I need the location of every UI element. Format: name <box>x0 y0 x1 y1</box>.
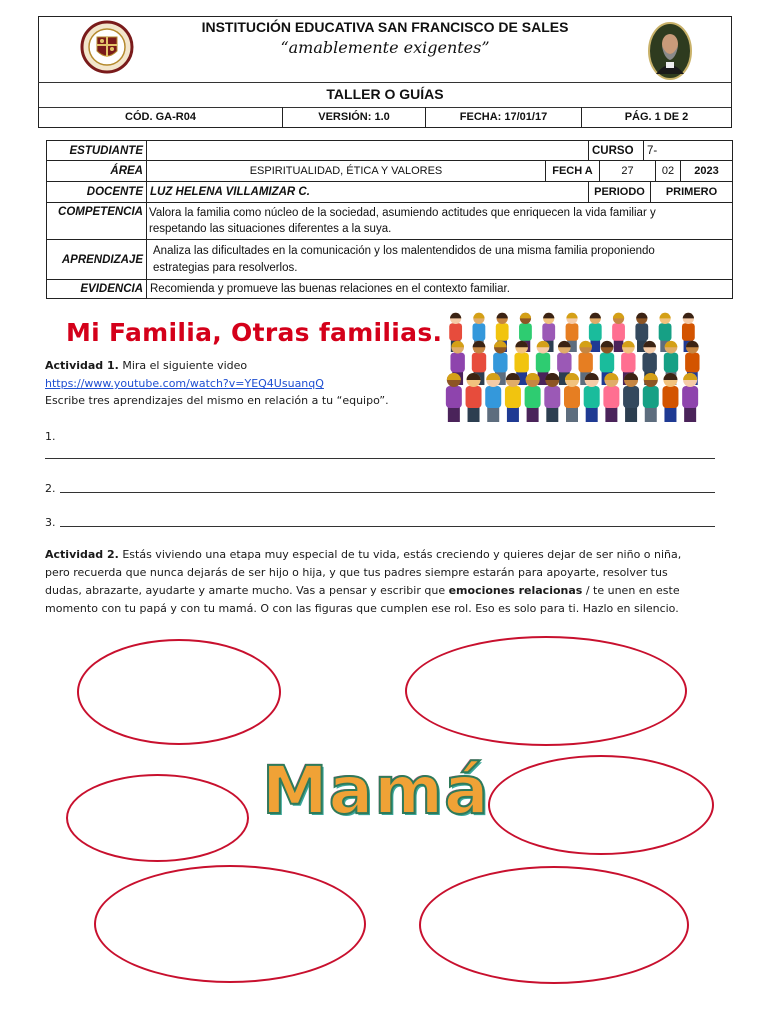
actividad-2-line-2: pero recuerda que nunca dejarás de ser hijo o hija, y que tus padres siempre estarán para apoyarte, resolver tus <box>45 566 668 579</box>
evidencia-value: Recomienda y promueve las buenas relaciones en el contexto familiar. <box>146 279 733 299</box>
emotion-oval-1[interactable] <box>77 639 281 745</box>
evidencia-label: EVIDENCIA <box>46 279 147 299</box>
doc-date: FECHA: 17/01/17 <box>425 107 582 128</box>
answer-3-number: 3. <box>45 516 56 529</box>
competencia-line-2: respetando las situaciones diferentes a la suya. <box>149 223 392 235</box>
doc-type: TALLER O GUÍAS <box>326 86 444 102</box>
person-figure <box>682 373 698 422</box>
person-figure <box>544 373 560 422</box>
person-figure <box>584 373 600 422</box>
periodo-value: PRIMERO <box>650 181 733 203</box>
doc-page: PÁG. 1 DE 2 <box>581 107 732 128</box>
answer-2-line[interactable] <box>60 492 715 493</box>
docente-value: LUZ HELENA VILLAMIZAR C. <box>146 181 589 203</box>
header-divider <box>38 82 732 83</box>
person-figure <box>662 373 678 422</box>
page-title: Mi Familia, Otras familias. <box>66 318 443 347</box>
person-figure <box>564 373 580 422</box>
docente-label: DOCENTE <box>46 181 147 203</box>
actividad-2-emphasis: emociones relacionas <box>448 584 583 597</box>
family-illustration <box>444 306 700 432</box>
emotion-oval-5[interactable] <box>94 865 366 983</box>
estudiante-value[interactable] <box>146 140 589 161</box>
video-link[interactable]: https://www.youtube.com/watch?v=YEQ4UsuanqQ <box>45 377 324 390</box>
actividad-2 <box>45 546 725 618</box>
emotion-oval-6[interactable] <box>419 866 689 984</box>
person-figure <box>505 373 521 422</box>
emotion-oval-3[interactable] <box>66 774 249 862</box>
actividad-1-text: Mira el siguiente video <box>118 359 248 372</box>
actividad-2-line-1: Estás viviendo una etapa muy especial de tu vida, estás creciendo y quieres dejar de ser niño o niña, <box>118 548 682 561</box>
aprendizaje-line-1: Analiza las dificultades en la comunicación y los malentendidos de una misma familia proponiendo <box>153 245 655 257</box>
doc-version: VERSIÓN: 1.0 <box>282 107 426 128</box>
actividad-2-line-3: dudas, abrazarte, ayudarte y amarte mucho. Vas a pensar y escribir que <box>45 584 449 597</box>
estudiante-label: ESTUDIANTE <box>46 140 147 161</box>
emotion-oval-4[interactable] <box>488 755 714 855</box>
person-figure <box>485 373 501 422</box>
person-figure <box>525 373 541 422</box>
answer-2-number: 2. <box>45 482 56 495</box>
fecha-year: 2023 <box>680 160 733 182</box>
answer-1-number: 1. <box>45 430 56 443</box>
institution-motto: “amablemente exigentes” <box>280 38 490 57</box>
person-figure <box>643 373 659 422</box>
aprendizaje-value <box>146 239 733 280</box>
competencia-line-1: Valora la familia como núcleo de la sociedad, asumiendo actitudes que enriquecen la vida familiar y <box>149 207 656 219</box>
actividad-1-label: Actividad 1. <box>45 359 119 372</box>
actividad-2-label: Actividad 2. <box>45 548 119 561</box>
actividad-2-line-4: momento con tu papá y con tu mamá. O con las figuras que cumplen ese rol. Eso es solo para ti. Hazlo en silencio. <box>45 602 679 615</box>
area-value: ESPIRITUALIDAD, ÉTICA Y VALORES <box>146 160 546 182</box>
competencia-label: COMPETENCIA <box>46 202 147 240</box>
actividad-2-line-3b: / te unen en este <box>582 584 680 597</box>
actividad-1 <box>45 357 247 375</box>
person-figure <box>623 373 639 422</box>
person-figure <box>446 373 462 422</box>
actividad-1-instructions: Escribe tres aprendizajes del mismo en relación a tu “equipo”. <box>45 394 389 407</box>
fecha-month: 02 <box>655 160 681 182</box>
institution-name: INSTITUCIÓN EDUCATIVA SAN FRANCISCO DE SALES <box>201 19 569 35</box>
curso-label: CURSO <box>588 140 644 161</box>
area-label: ÁREA <box>46 160 147 182</box>
person-figure <box>466 373 482 422</box>
emotion-oval-2[interactable] <box>405 636 687 746</box>
curso-value[interactable]: 7- <box>643 140 733 161</box>
fecha-day: 27 <box>599 160 656 182</box>
doc-code: CÓD. GA-R04 <box>38 107 283 128</box>
aprendizaje-label: APRENDIZAJE <box>46 239 147 280</box>
answer-3-line[interactable] <box>60 526 715 527</box>
answer-1-line[interactable] <box>45 458 715 459</box>
mama-word: Mamá <box>262 752 490 829</box>
person-figure <box>603 373 619 422</box>
periodo-label: PERIODO <box>588 181 651 203</box>
fecha-label: FECH A <box>545 160 600 182</box>
competencia-value <box>146 202 733 240</box>
aprendizaje-line-2: estrategias para resolverlos. <box>153 262 298 274</box>
